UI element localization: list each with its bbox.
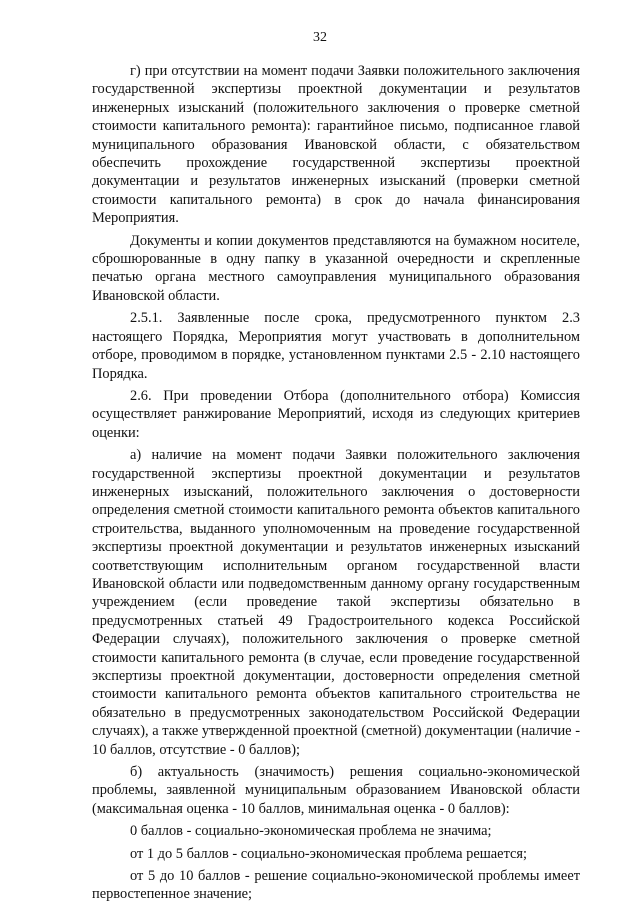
paragraph-score-5-10: от 5 до 10 баллов - решение социально-экономической проблемы имеет первостепенное значение; (92, 868, 580, 903)
paragraph-criterion-a: а) наличие на момент подачи Заявки положительного заключения государственной экспертизы проектной документации и результатов инженерных изысканий, положительного заключения о достоверности определения сметной стоимости капитального ремонта объектов капитального строительства, выданного уполномоченным на проведение государственной экспертизы проектной документации и результатов инженерных изысканий соответствующим исполнительным органом государственной власти Ивановской области или подведомственным данному органу государственным учреждением (если проведение такой экспертизы обязательно в предусмотренных статьей 49 Градостроительного кодекса Российской Федерации случаях), положительного заключения о проверке сметной стоимости капитального ремонта (в случае, если проведение государственной экспертизы проектной документации, достоверности определения сметной стоимости капитального ремонта объектов капитального строительства не обязательно в предусмотренных законодательством Российской Федерации случаях), а также утвержденной проектной (сметной) документации (наличие - 10 баллов, отсутствие - 0 баллов); (92, 447, 580, 758)
document-body (92, 62, 580, 904)
paragraph-2-5-1: 2.5.1. Заявленные после срока, предусмотренного пунктом 2.3 настоящего Порядка, Мероприятия могут участвовать в дополнительном отборе, проводимом в порядке, установленном пунктами 2.5 - 2.10 настоящего Порядка. (92, 310, 580, 382)
paragraph-2-6: 2.6. При проведении Отбора (дополнительного отбора) Комиссия осуществляет ранжирование Мероприятий, исходя из следующих критериев оценки: (92, 387, 580, 441)
paragraph-documents: Документы и копии документов представляются на бумажном носителе, сброшюрованные в одну папку в указанной очередности и скрепленные печатью органа местного самоуправления муниципального образования Ивановской области. (92, 232, 580, 304)
page-number: 32 (313, 30, 327, 45)
paragraph-criterion-b: б) актуальность (значимость) решения социально-экономической проблемы, заявленной муниципальным образованием Ивановской области (максимальная оценка - 10 баллов, минимальная оценка - 0 баллов): (92, 764, 580, 817)
paragraph-score-0: 0 баллов - социально-экономическая проблема не значима; (130, 823, 492, 840)
paragraph-item-g: г) при отсутствии на момент подачи Заявки положительного заключения государственной экспертизы проектной документации и результатов инженерных изысканий (положительного заключения о проверке сметной стоимости капитального ремонта): гарантийное письмо, подписанное главой муниципального образования Ивановской области, с обязательством обеспечить прохождение государственной экспертизы проектной документации и результатов инженерных изысканий (проверки сметной стоимости капитального ремонта) в срок до начала финансирования Мероприятия. (92, 63, 580, 227)
paragraph-score-1-5: от 1 до 5 баллов - социально-экономическая проблема решается; (130, 845, 528, 862)
